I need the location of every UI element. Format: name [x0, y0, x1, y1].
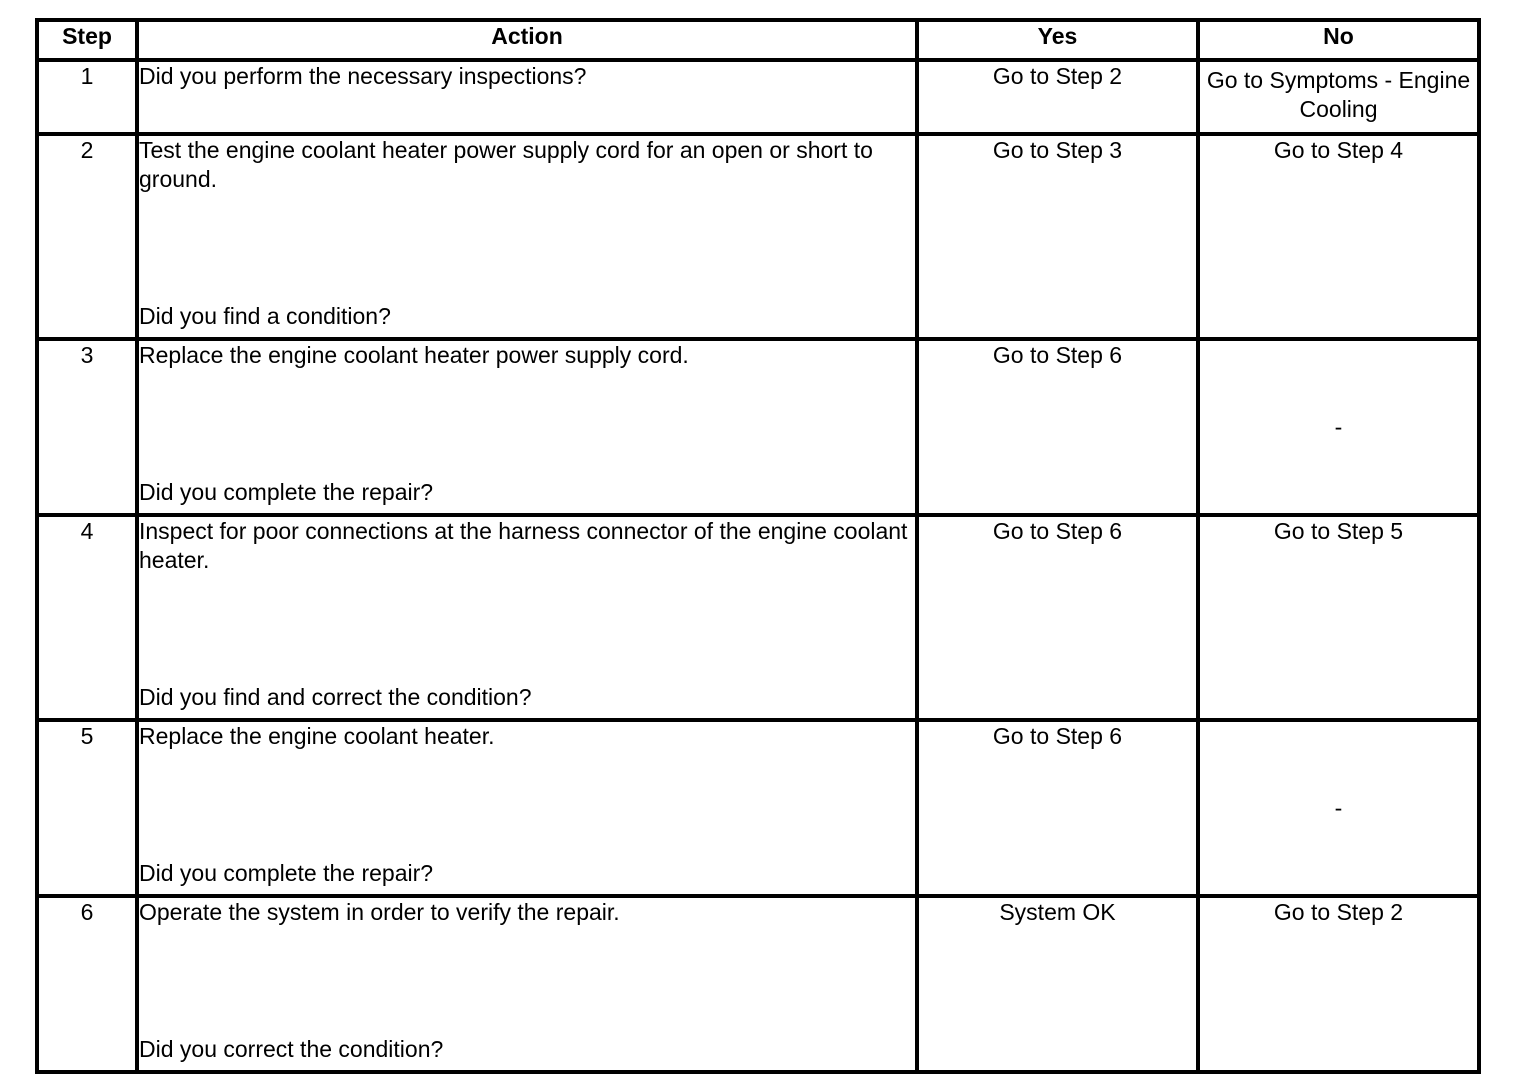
action-cell: [137, 896, 917, 1072]
table-row: [37, 720, 1479, 896]
header-step: Step: [37, 20, 137, 60]
no-cell: -: [1198, 339, 1479, 515]
action-instruction: Inspect for poor connections at the harness connector of the engine coolant heater.: [139, 518, 908, 573]
action-question: Did you perform the necessary inspections?: [139, 63, 587, 89]
action-cell: [137, 134, 917, 339]
yes-cell: System OK: [917, 896, 1198, 1072]
action-question: Did you find a condition?: [139, 303, 391, 329]
header-action: Action: [137, 20, 917, 60]
table-row: [37, 515, 1479, 720]
action-instruction: Replace the engine coolant heater.: [139, 723, 495, 749]
yes-cell: Go to Step 6: [917, 515, 1198, 720]
action-instruction: Test the engine coolant heater power supply cord for an open or short to ground.: [139, 137, 873, 192]
action-cell: [137, 720, 917, 896]
step-number: 2: [37, 134, 137, 339]
no-cell: Go to Step 5: [1198, 515, 1479, 720]
no-cell: Go to Step 4: [1198, 134, 1479, 339]
action-question: Did you correct the condition?: [139, 1036, 444, 1062]
header-no: No: [1198, 20, 1479, 60]
action-question: Did you find and correct the condition?: [139, 684, 532, 710]
table-row: [37, 60, 1479, 134]
action-question: Did you complete the repair?: [139, 860, 434, 886]
no-cell: Go to Step 2: [1198, 896, 1479, 1072]
step-number: 3: [37, 339, 137, 515]
action-cell: [137, 339, 917, 515]
yes-cell: Go to Step 6: [917, 339, 1198, 515]
table-row: [37, 339, 1479, 515]
no-cell: -: [1198, 720, 1479, 896]
action-instruction: Operate the system in order to verify the repair.: [139, 899, 620, 925]
table-row: [37, 134, 1479, 339]
action-cell: [137, 515, 917, 720]
step-number: 4: [37, 515, 137, 720]
yes-cell: Go to Step 3: [917, 134, 1198, 339]
action-instruction: Replace the engine coolant heater power supply cord.: [139, 342, 689, 368]
header-yes: Yes: [917, 20, 1198, 60]
yes-cell: Go to Step 2: [917, 60, 1198, 134]
diagnostic-table: [35, 18, 1481, 1074]
table-header-row: [37, 20, 1479, 60]
yes-cell: Go to Step 6: [917, 720, 1198, 896]
action-cell: [137, 60, 917, 134]
step-number: 6: [37, 896, 137, 1072]
step-number: 5: [37, 720, 137, 896]
action-question: Did you complete the repair?: [139, 479, 434, 505]
step-number: 1: [37, 60, 137, 134]
no-cell: Go to Symptoms - Engine Cooling: [1198, 60, 1479, 134]
table-row: [37, 896, 1479, 1072]
